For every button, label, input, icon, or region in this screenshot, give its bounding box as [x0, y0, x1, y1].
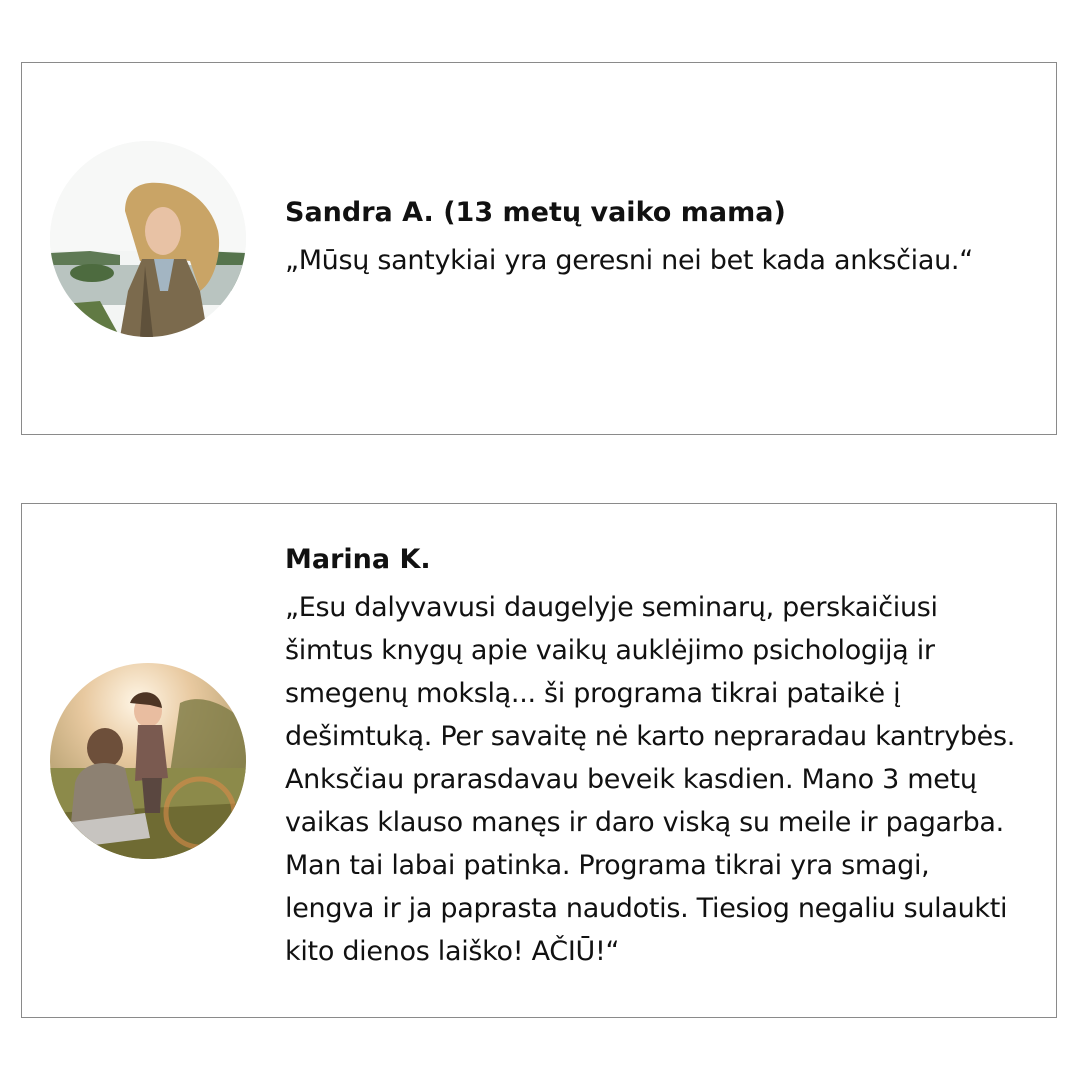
testimonial-author-name: Sandra A. (13 metų vaiko mama)	[285, 197, 786, 228]
avatar-photo-sandra	[50, 141, 246, 337]
testimonial-card-sandra	[21, 62, 1057, 435]
mother-and-child-photo-icon	[50, 663, 246, 859]
testimonial-text-marina	[285, 540, 1036, 973]
woman-portrait-photo-icon	[50, 141, 246, 337]
testimonial-text-sandra	[285, 193, 1036, 282]
testimonial-quote: „Esu dalyvavusi daugelyje seminarų, perskaičiusi šimtus knygų apie vaikų auklėjimo psichologiją ir smegenų mokslą... ši programa tikrai pataikė į dešimtuką. Per savaitę nė karto nepraradau kantrybės. Anksčiau prarasdavau beveik kasdien. Mano 3 metų vaikas klauso manęs ir daro viską su meile ir pagarba. Man tai labai patinka. Programa tikrai yra smagi, lengva ir ja paprasta naudotis. Tiesiog negaliu sulaukti kito dienos laiško! AČIŪ!“	[285, 592, 1016, 967]
testimonial-author-name: Marina K.	[285, 544, 431, 575]
avatar-photo-marina	[50, 663, 246, 859]
testimonial-card-marina	[21, 503, 1057, 1018]
testimonial-quote: „Mūsų santykiai yra geresni nei bet kada anksčiau.“	[285, 245, 973, 276]
